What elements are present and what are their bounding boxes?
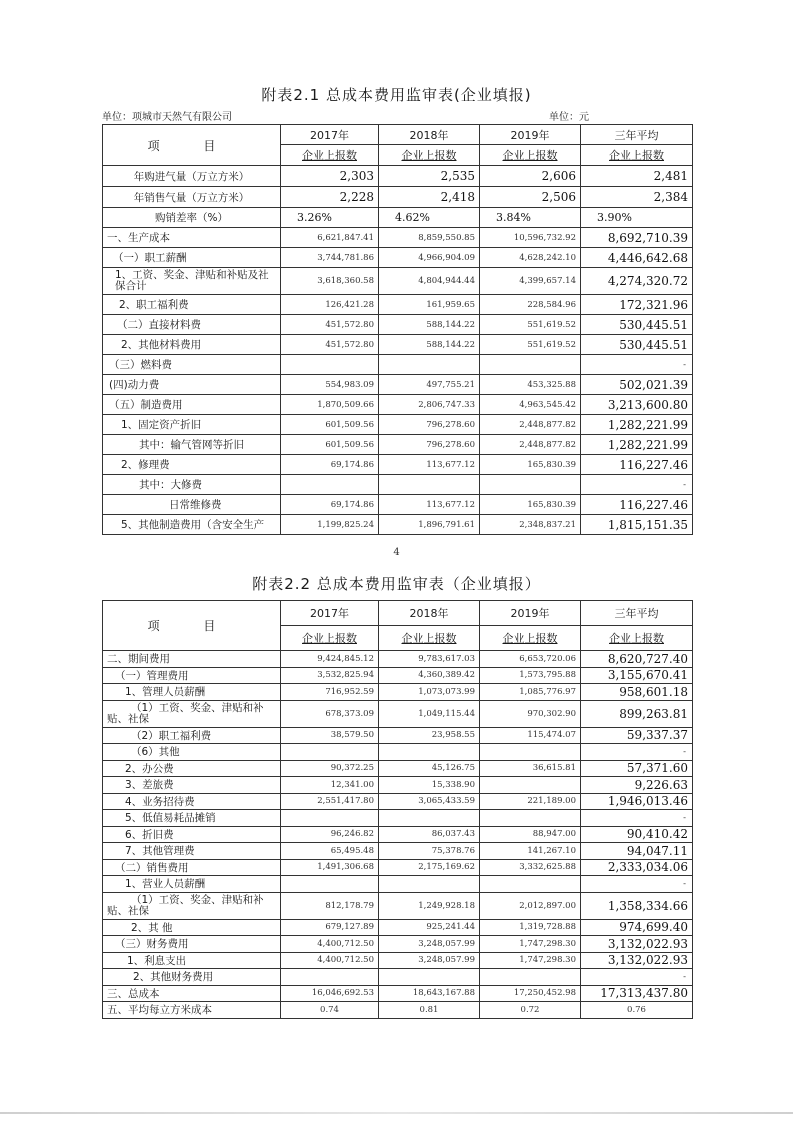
header-average: 三年平均 [581,601,693,626]
cell-2018: 2,418 [379,187,480,208]
header-sub-2018: 企业上报数 [379,626,480,651]
header-2017: 2017年 [281,125,379,145]
row-label: 五、平均每立方米成本 [103,1002,281,1019]
cell-2018: 588,144.22 [379,335,480,355]
cell-2019: 2,012,897.00 [480,892,581,919]
row-label: 年销售气量（万立方米） [103,187,281,208]
cell-2019: 0.72 [480,1002,581,1019]
cell-2017: 4,400,712.50 [281,952,379,969]
table-row [103,355,693,375]
cell-2018: 3,065,433.59 [379,793,480,810]
row-label: 年购进气量（万立方米） [103,166,281,187]
cell-2017 [281,876,379,893]
cell-2018: 796,278.60 [379,415,480,435]
table-row [103,228,693,248]
cell-2018 [379,744,480,761]
table-row [103,415,693,435]
table-row [103,859,693,876]
cell-average: 2,333,034.06 [581,859,693,876]
cell-average: 1,946,013.46 [581,793,693,810]
table-row [103,810,693,827]
cell-2017: 2,551,417.80 [281,793,379,810]
cell-2018 [379,475,480,495]
cell-2017: 451,572.80 [281,335,379,355]
table1-total-cost-audit [102,124,693,535]
page-bottom-edge [0,1112,793,1114]
cell-2017: 554,983.09 [281,375,379,395]
cell-2017 [281,810,379,827]
header-sub-average: 企业上报数 [581,145,693,166]
header-2017: 2017年 [281,601,379,626]
cell-2018 [379,969,480,986]
cell-2018: 2,175,169.62 [379,859,480,876]
cell-2019 [480,969,581,986]
cell-average: 3,132,022.93 [581,936,693,953]
cell-average: 502,021.39 [581,375,693,395]
row-label: 5、低值易耗品摊销 [103,810,281,827]
table-row [103,651,693,668]
row-label: （三）燃料费 [103,355,281,375]
table-row [103,777,693,794]
row-label: 3、差旅费 [103,777,281,794]
cell-2019: 1,319,728.88 [480,919,581,936]
row-label: 5、其他制造费用（含安全生产 [103,515,281,535]
header-item: 项 目 [103,601,281,651]
cell-2018: 18,643,167.88 [379,985,480,1002]
table-row [103,892,693,919]
row-label: （三）财务费用 [103,936,281,953]
cell-average: - [581,969,693,986]
cell-2019 [480,744,581,761]
table-row [103,315,693,335]
row-label: 2、职工福利费 [103,295,281,315]
table-row [103,515,693,535]
table-row [103,727,693,744]
cell-average: 8,620,727.40 [581,651,693,668]
cell-2018: 75,378.76 [379,843,480,860]
cell-2019 [480,355,581,375]
cell-2019: 1,747,298.30 [480,936,581,953]
header-sub-2017: 企业上报数 [281,626,379,651]
table-row [103,295,693,315]
row-label: （6）其他 [103,744,281,761]
cell-2019: 1,085,776.97 [480,684,581,701]
cell-2018: 8,859,550.85 [379,228,480,248]
header-sub-average: 企业上报数 [581,626,693,651]
cell-average: - [581,475,693,495]
cell-2017: 812,178.79 [281,892,379,919]
cell-2019 [480,876,581,893]
table-row [103,1002,693,1019]
table2-total-cost-audit [102,600,693,1019]
cell-average: 1,282,221.99 [581,435,693,455]
table-row [103,667,693,684]
cell-2017: 451,572.80 [281,315,379,335]
cell-2017: 716,952.59 [281,684,379,701]
row-label: 1、工资、奖金、津贴和补贴及社保合计 [103,268,281,295]
cell-2017: 6,621,847.41 [281,228,379,248]
cell-average: 3,155,670.41 [581,667,693,684]
cell-2019: 88,947.00 [480,826,581,843]
cell-2017: 126,421.28 [281,295,379,315]
cell-average: 530,445.51 [581,315,693,335]
cell-average: 3,132,022.93 [581,952,693,969]
cell-2017: 38,579.50 [281,727,379,744]
cell-2019: 165,830.39 [480,455,581,475]
cell-2018: 796,278.60 [379,435,480,455]
cell-2019: 6,653,720.06 [480,651,581,668]
table-row [103,744,693,761]
cell-2018: 86,037.43 [379,826,480,843]
table-row [103,475,693,495]
cell-2017: 3,744,781.86 [281,248,379,268]
cell-2017: 1,870,509.66 [281,395,379,415]
row-label: 1、管理人员薪酬 [103,684,281,701]
table-row [103,919,693,936]
row-label: 其中：大修费 [103,475,281,495]
cell-average: 172,321.96 [581,295,693,315]
page-number: 4 [393,547,400,558]
row-label: 2、其他财务费用 [103,969,281,986]
cell-2019: 2,448,877.82 [480,435,581,455]
cell-average: 899,263.81 [581,700,693,727]
cell-average: 1,282,221.99 [581,415,693,435]
cell-2019: 3.84% [480,208,581,228]
row-label: 2、其他材料费用 [103,335,281,355]
cell-2018: 9,783,617.03 [379,651,480,668]
cell-average: 958,601.18 [581,684,693,701]
header-average: 三年平均 [581,125,693,145]
cell-2019: 165,830.39 [480,495,581,515]
cell-average: 8,692,710.39 [581,228,693,248]
cell-2019: 453,325.88 [480,375,581,395]
cell-2018: 497,755.21 [379,375,480,395]
cell-2018: 113,677.12 [379,455,480,475]
cell-average: 4,274,320.72 [581,268,693,295]
header-sub-2018: 企业上报数 [379,145,480,166]
cell-2017: 1,199,825.24 [281,515,379,535]
cell-2017: 3,532,825.94 [281,667,379,684]
cell-2017 [281,355,379,375]
header-2019: 2019年 [480,601,581,626]
cell-2017: 679,127.89 [281,919,379,936]
cell-2019: 3,332,625.88 [480,859,581,876]
cell-2019: 2,448,877.82 [480,415,581,435]
cell-average: 116,227.46 [581,455,693,475]
cell-2017: 9,424,845.12 [281,651,379,668]
header-item: 项 目 [103,125,281,166]
cell-2019 [480,777,581,794]
row-label: （一）职工薪酬 [103,248,281,268]
cell-2019: 10,596,732.92 [480,228,581,248]
cell-average: - [581,876,693,893]
header-2018: 2018年 [379,601,480,626]
cell-average: 0.76 [581,1002,693,1019]
row-label: 4、业务招待费 [103,793,281,810]
cell-2018: 588,144.22 [379,315,480,335]
cell-2018: 45,126.75 [379,760,480,777]
cell-2019: 1,747,298.30 [480,952,581,969]
cell-2019: 141,267.10 [480,843,581,860]
cell-2018: 4,804,944.44 [379,268,480,295]
table-row [103,985,693,1002]
row-label: (四)动力费 [103,375,281,395]
cell-2019: 4,399,657.14 [480,268,581,295]
row-label: 一、生产成本 [103,228,281,248]
cell-2018: 23,958.55 [379,727,480,744]
cell-2018 [379,876,480,893]
row-label: 7、其他管理费 [103,843,281,860]
table-row [103,760,693,777]
table-row [103,335,693,355]
cell-2018: 15,338.90 [379,777,480,794]
table-row [103,826,693,843]
row-label: 二、期间费用 [103,651,281,668]
cell-2019: 2,506 [480,187,581,208]
header-sub-2017: 企业上报数 [281,145,379,166]
cell-2018: 4.62% [379,208,480,228]
cell-2017: 16,046,692.53 [281,985,379,1002]
cell-2017: 69,174.86 [281,455,379,475]
cell-average: 2,481 [581,166,693,187]
cell-2019: 17,250,452.98 [480,985,581,1002]
header-2019: 2019年 [480,125,581,145]
cell-2017: 1,491,306.68 [281,859,379,876]
table-row [103,166,693,187]
cell-average: 90,410.42 [581,826,693,843]
table-row [103,248,693,268]
cell-2019: 228,584.96 [480,295,581,315]
row-label: 其中：输气管网等折旧 [103,435,281,455]
cell-2018 [379,355,480,375]
table2-title: 附表2.2 总成本费用监审表（企业填报） [252,575,541,593]
cell-2018: 0.81 [379,1002,480,1019]
row-label: 2、办公费 [103,760,281,777]
cell-2017: 3,618,360.58 [281,268,379,295]
cell-average: - [581,744,693,761]
cell-2017: 69,174.86 [281,495,379,515]
cell-average: 3.90% [581,208,693,228]
row-label: 6、折旧费 [103,826,281,843]
cell-2018: 2,535 [379,166,480,187]
cell-average: 4,446,642.68 [581,248,693,268]
cell-2019: 2,606 [480,166,581,187]
row-label: 2、修理费 [103,455,281,475]
cell-2018: 3,248,057.99 [379,936,480,953]
cell-2019: 4,628,242.10 [480,248,581,268]
table1-header-years [103,125,693,145]
table1-company-unit: 单位：项城市天然气有限公司 [102,112,232,123]
row-label: 三、总成本 [103,985,281,1002]
table1-title: 附表2.1 总成本费用监审表(企业填报) [261,86,532,104]
cell-average: - [581,810,693,827]
cell-2019 [480,810,581,827]
cell-2017: 0.74 [281,1002,379,1019]
cell-2019: 36,615.81 [480,760,581,777]
table-row [103,793,693,810]
row-label: （五）制造费用 [103,395,281,415]
cell-2017 [281,475,379,495]
row-label: （二）直接材料费 [103,315,281,335]
table-row [103,952,693,969]
table-row [103,876,693,893]
table-row [103,700,693,727]
table-row [103,375,693,395]
cell-2018: 925,241.44 [379,919,480,936]
cell-2019: 2,348,837.21 [480,515,581,535]
header-2018: 2018年 [379,125,480,145]
cell-average: 1,815,151.35 [581,515,693,535]
table-row [103,843,693,860]
cell-2018: 1,249,928.18 [379,892,480,919]
row-label: 2、其 他 [103,919,281,936]
cell-2017: 65,495.48 [281,843,379,860]
cell-average: 57,371.60 [581,760,693,777]
cell-2019: 1,573,795.88 [480,667,581,684]
cell-2018: 1,073,073.99 [379,684,480,701]
table-row [103,936,693,953]
cell-2017: 601,509.56 [281,415,379,435]
cell-2019: 221,189.00 [480,793,581,810]
header-sub-2019: 企业上报数 [480,626,581,651]
table1-currency-unit: 单位：元 [549,112,589,123]
cell-2018: 3,248,057.99 [379,952,480,969]
row-label: 日常维修费 [103,495,281,515]
cell-average: 3,213,600.80 [581,395,693,415]
cell-2017: 96,246.82 [281,826,379,843]
cell-2017: 3.26% [281,208,379,228]
table-row [103,495,693,515]
cell-2017: 2,228 [281,187,379,208]
cell-average: 974,699.40 [581,919,693,936]
cell-2017: 601,509.56 [281,435,379,455]
cell-average: 9,226.63 [581,777,693,794]
row-label: （1）工资、奖金、津贴和补贴、社保 [103,700,281,727]
table-row [103,455,693,475]
row-label: 购销差率（%） [103,208,281,228]
cell-2017: 4,400,712.50 [281,936,379,953]
cell-average: 116,227.46 [581,495,693,515]
cell-2019 [480,475,581,495]
cell-2017 [281,744,379,761]
row-label: （1）工资、奖金、津贴和补贴、社保 [103,892,281,919]
cell-2018: 4,966,904.09 [379,248,480,268]
table-row [103,395,693,415]
cell-2019: 551,619.52 [480,335,581,355]
cell-2017 [281,969,379,986]
row-label: 1、营业人员薪酬 [103,876,281,893]
table-row [103,268,693,295]
header-sub-2019: 企业上报数 [480,145,581,166]
cell-2018: 1,049,115.44 [379,700,480,727]
cell-2017: 12,341.00 [281,777,379,794]
cell-2019: 970,302.90 [480,700,581,727]
table-row [103,208,693,228]
cell-average: 17,313,437.80 [581,985,693,1002]
table-row [103,969,693,986]
cell-2018: 1,896,791.61 [379,515,480,535]
table-row [103,684,693,701]
row-label: 1、固定资产折旧 [103,415,281,435]
row-label: （2）职工福利费 [103,727,281,744]
table2-header-years [103,601,693,626]
cell-average: - [581,355,693,375]
cell-2017: 90,372.25 [281,760,379,777]
cell-2019: 551,619.52 [480,315,581,335]
cell-2019: 115,474.07 [480,727,581,744]
cell-average: 2,384 [581,187,693,208]
cell-average: 1,358,334.66 [581,892,693,919]
cell-2017: 2,303 [281,166,379,187]
row-label: 1、利息支出 [103,952,281,969]
cell-average: 94,047.11 [581,843,693,860]
cell-2018: 2,806,747.33 [379,395,480,415]
row-label: （一）管理费用 [103,667,281,684]
table-row [103,187,693,208]
cell-2017: 678,373.09 [281,700,379,727]
table-row [103,435,693,455]
cell-2018 [379,810,480,827]
cell-2018: 161,959.65 [379,295,480,315]
cell-average: 530,445.51 [581,335,693,355]
cell-2018: 4,360,389.42 [379,667,480,684]
row-label: （二）销售费用 [103,859,281,876]
cell-2019: 4,963,545.42 [480,395,581,415]
cell-average: 59,337.37 [581,727,693,744]
cell-2018: 113,677.12 [379,495,480,515]
